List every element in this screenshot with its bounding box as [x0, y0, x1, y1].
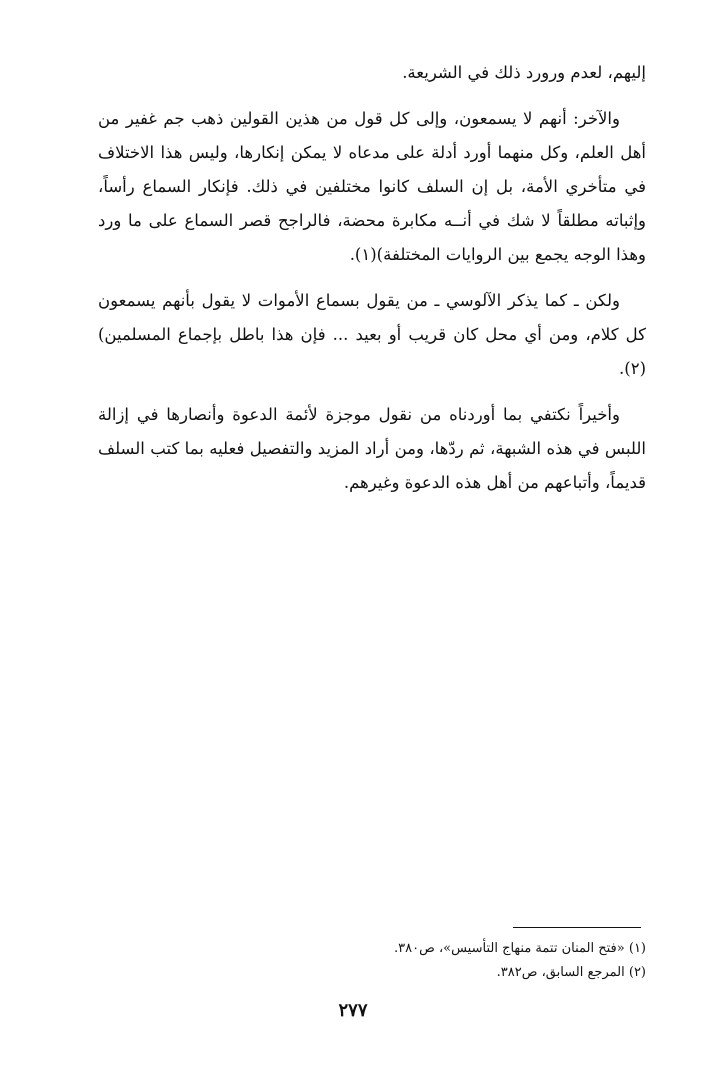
footnote-2: (٢) المرجع السابق، ص٣٨٢.	[496, 965, 646, 980]
paragraph-alusi: ولكن ـ كما يذكر الآلوسي ـ من يقول بسماع الأموات لا يقول بأنهم يسمعون كل كلام، ومن أي محل كان قريب أو بعيد ... فإن هذا باطل بإجماع المسلمين)(٢).	[98, 291, 646, 378]
footnote-1: (١) «فتح المنان تتمة منهاج التأسيس»، ص٣٨٠.	[394, 941, 646, 956]
main-text	[98, 56, 646, 512]
paragraph-conclusion: وأخيراً نكتفي بما أوردناه من نقول موجزة لأئمة الدعوة وأنصارها في إزالة اللبس في هذه الشبهة، ثم ردّها، ومن أراد المزيد والتفصيل فعليه بما كتب السلف قديماً، وأتباعهم من أهل هذه الدعوة وغيرهم.	[98, 405, 646, 492]
footnote-separator	[513, 927, 641, 928]
paragraph-continuation: إليهم، لعدم ورورد ذلك في الشريعة.	[402, 63, 646, 82]
paragraph-second-opinion: والآخر: أنهم لا يسمعون، وإلى كل قول من هذين القولين ذهب جم غفير من أهل العلم، وكل منهما أورد أدلة على مدعاه لا يمكن إنكارها، وليس هذا الاختلاف في متأخري الأمة، بل إن السلف كانوا مختلفين في ذلك. فإنكار السماع رأساً، وإثباته مطلقاً لا شك في أنــه مكابرة محضة، فالراجح قصر السماع على ما ورد وهذا الوجه يجمع بين الروايات المختلفة)(١).	[98, 109, 646, 264]
page-number: ٢٧٧	[338, 1000, 368, 1021]
footnotes	[98, 937, 646, 985]
